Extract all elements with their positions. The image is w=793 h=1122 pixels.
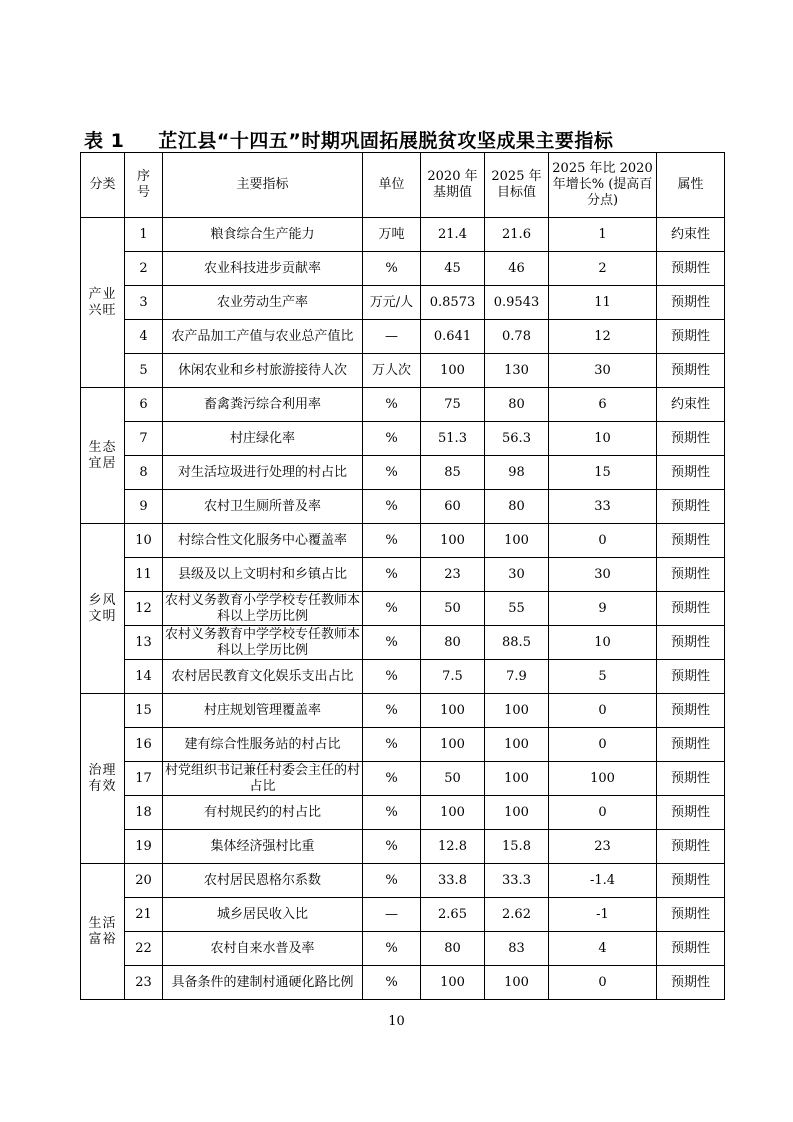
indicator-cell: 农村卫生厕所普及率 — [163, 490, 363, 524]
seq-cell: 19 — [125, 830, 163, 864]
growth-cell: 4 — [549, 932, 657, 966]
base-cell: 75 — [421, 388, 485, 422]
target-cell: 130 — [485, 354, 549, 388]
table-row — [81, 286, 725, 320]
attr-cell: 预期性 — [657, 932, 725, 966]
seq-cell: 9 — [125, 490, 163, 524]
target-cell: 0.9543 — [485, 286, 549, 320]
indicator-cell: 村党组织书记兼任村委会主任的村占比 — [163, 762, 363, 796]
indicator-cell: 农村义务教育小学学校专任教师本科以上学历比例 — [163, 592, 363, 626]
seq-cell: 12 — [125, 592, 163, 626]
growth-cell: 1 — [549, 218, 657, 252]
base-cell: 7.5 — [421, 660, 485, 694]
indicator-cell: 畜禽粪污综合利用率 — [163, 388, 363, 422]
unit-cell: % — [363, 592, 421, 626]
base-cell: 60 — [421, 490, 485, 524]
table-row — [81, 422, 725, 456]
indicator-cell: 农村自来水普及率 — [163, 932, 363, 966]
target-cell: 30 — [485, 558, 549, 592]
base-cell: 21.4 — [421, 218, 485, 252]
indicator-cell: 农业劳动生产率 — [163, 286, 363, 320]
seq-cell: 4 — [125, 320, 163, 354]
growth-cell: 0 — [549, 728, 657, 762]
unit-cell: % — [363, 660, 421, 694]
base-cell: 100 — [421, 354, 485, 388]
table-row — [81, 660, 725, 694]
header-target: 2025 年目标值 — [485, 153, 549, 218]
base-cell: 85 — [421, 456, 485, 490]
seq-cell: 1 — [125, 218, 163, 252]
indicator-cell: 农产品加工产值与农业总产值比 — [163, 320, 363, 354]
unit-cell: % — [363, 830, 421, 864]
growth-cell: 2 — [549, 252, 657, 286]
category-cell: 生态宜居 — [81, 388, 125, 524]
category-cell: 生活富裕 — [81, 864, 125, 1000]
page-number: 10 — [388, 1014, 405, 1029]
attr-cell: 预期性 — [657, 660, 725, 694]
header-category: 分类 — [81, 153, 125, 218]
seq-cell: 23 — [125, 966, 163, 1000]
base-cell: 80 — [421, 626, 485, 660]
seq-cell: 6 — [125, 388, 163, 422]
header-growth: 2025 年比 2020 年增长% (提高百分点) — [549, 153, 657, 218]
attr-cell: 预期性 — [657, 252, 725, 286]
unit-cell: % — [363, 388, 421, 422]
attr-cell: 约束性 — [657, 218, 725, 252]
table-row — [81, 932, 725, 966]
table-row — [81, 558, 725, 592]
unit-cell: % — [363, 728, 421, 762]
header-base: 2020 年基期值 — [421, 153, 485, 218]
indicator-cell: 村庄规划管理覆盖率 — [163, 694, 363, 728]
attr-cell: 预期性 — [657, 286, 725, 320]
growth-cell: 12 — [549, 320, 657, 354]
attr-cell: 预期性 — [657, 694, 725, 728]
table-row — [81, 864, 725, 898]
attr-cell: 预期性 — [657, 966, 725, 1000]
base-cell: 0.641 — [421, 320, 485, 354]
indicator-cell: 县级及以上文明村和乡镇占比 — [163, 558, 363, 592]
growth-cell: 9 — [549, 592, 657, 626]
seq-cell: 15 — [125, 694, 163, 728]
target-cell: 80 — [485, 490, 549, 524]
unit-cell: % — [363, 626, 421, 660]
base-cell: 50 — [421, 592, 485, 626]
growth-cell: -1.4 — [549, 864, 657, 898]
seq-cell: 10 — [125, 524, 163, 558]
indicator-cell: 具备条件的建制村通硬化路比例 — [163, 966, 363, 1000]
growth-cell: -1 — [549, 898, 657, 932]
indicator-cell: 村综合性文化服务中心覆盖率 — [163, 524, 363, 558]
attr-cell: 预期性 — [657, 898, 725, 932]
attr-cell: 预期性 — [657, 558, 725, 592]
base-cell: 51.3 — [421, 422, 485, 456]
table-row — [81, 354, 725, 388]
base-cell: 100 — [421, 966, 485, 1000]
table-title — [84, 126, 724, 153]
attr-cell: 预期性 — [657, 762, 725, 796]
table-row — [81, 694, 725, 728]
table-row — [81, 728, 725, 762]
unit-cell: % — [363, 932, 421, 966]
unit-cell: 万人次 — [363, 354, 421, 388]
target-cell: 80 — [485, 388, 549, 422]
attr-cell: 预期性 — [657, 354, 725, 388]
growth-cell: 15 — [549, 456, 657, 490]
table-row — [81, 218, 725, 252]
unit-cell: % — [363, 966, 421, 1000]
seq-cell: 3 — [125, 286, 163, 320]
base-cell: 100 — [421, 796, 485, 830]
table-row — [81, 966, 725, 1000]
unit-cell: % — [363, 422, 421, 456]
seq-cell: 18 — [125, 796, 163, 830]
table-title-text: 芷江县“十四五”时期巩固拓展脱贫攻坚成果主要指标 — [158, 130, 614, 152]
seq-cell: 5 — [125, 354, 163, 388]
base-cell: 0.8573 — [421, 286, 485, 320]
header-unit: 单位 — [363, 153, 421, 218]
table-number: 表 1 — [84, 130, 125, 152]
growth-cell: 10 — [549, 626, 657, 660]
target-cell: 55 — [485, 592, 549, 626]
base-cell: 45 — [421, 252, 485, 286]
seq-cell: 13 — [125, 626, 163, 660]
unit-cell: % — [363, 694, 421, 728]
seq-cell: 14 — [125, 660, 163, 694]
target-cell: 88.5 — [485, 626, 549, 660]
growth-cell: 6 — [549, 388, 657, 422]
base-cell: 12.8 — [421, 830, 485, 864]
unit-cell: 万吨 — [363, 218, 421, 252]
attr-cell: 预期性 — [657, 626, 725, 660]
target-cell: 83 — [485, 932, 549, 966]
seq-cell: 16 — [125, 728, 163, 762]
table-row — [81, 762, 725, 796]
indicator-cell: 建有综合性服务站的村占比 — [163, 728, 363, 762]
indicator-cell: 有村规民约的村占比 — [163, 796, 363, 830]
growth-cell: 0 — [549, 966, 657, 1000]
base-cell: 100 — [421, 524, 485, 558]
header-seq: 序号 — [125, 153, 163, 218]
table-row — [81, 456, 725, 490]
indicator-cell: 粮食综合生产能力 — [163, 218, 363, 252]
category-cell: 产业兴旺 — [81, 218, 125, 388]
base-cell: 33.8 — [421, 864, 485, 898]
unit-cell: % — [363, 762, 421, 796]
indicator-cell: 农村义务教育中学学校专任教师本科以上学历比例 — [163, 626, 363, 660]
growth-cell: 5 — [549, 660, 657, 694]
indicator-cell: 村庄绿化率 — [163, 422, 363, 456]
category-cell: 治理有效 — [81, 694, 125, 864]
indicator-cell: 集体经济强村比重 — [163, 830, 363, 864]
target-cell: 7.9 — [485, 660, 549, 694]
indicator-cell: 农村居民恩格尔系数 — [163, 864, 363, 898]
indicator-cell: 农村居民教育文化娱乐支出占比 — [163, 660, 363, 694]
seq-cell: 20 — [125, 864, 163, 898]
growth-cell: 30 — [549, 354, 657, 388]
table-row — [81, 252, 725, 286]
target-cell: 56.3 — [485, 422, 549, 456]
target-cell: 98 — [485, 456, 549, 490]
attr-cell: 预期性 — [657, 422, 725, 456]
growth-cell: 33 — [549, 490, 657, 524]
attr-cell: 预期性 — [657, 456, 725, 490]
unit-cell: % — [363, 456, 421, 490]
target-cell: 33.3 — [485, 864, 549, 898]
attr-cell: 预期性 — [657, 796, 725, 830]
table-row — [81, 490, 725, 524]
base-cell: 100 — [421, 694, 485, 728]
target-cell: 46 — [485, 252, 549, 286]
seq-cell: 21 — [125, 898, 163, 932]
growth-cell: 30 — [549, 558, 657, 592]
indicator-cell: 对生活垃圾进行处理的村占比 — [163, 456, 363, 490]
unit-cell: % — [363, 558, 421, 592]
target-cell: 15.8 — [485, 830, 549, 864]
base-cell: 50 — [421, 762, 485, 796]
base-cell: 2.65 — [421, 898, 485, 932]
unit-cell: % — [363, 864, 421, 898]
attr-cell: 预期性 — [657, 864, 725, 898]
attr-cell: 预期性 — [657, 592, 725, 626]
attr-cell: 预期性 — [657, 320, 725, 354]
seq-cell: 8 — [125, 456, 163, 490]
unit-cell: — — [363, 320, 421, 354]
target-cell: 21.6 — [485, 218, 549, 252]
unit-cell: % — [363, 490, 421, 524]
unit-cell: 万元/人 — [363, 286, 421, 320]
table-row — [81, 524, 725, 558]
seq-cell: 2 — [125, 252, 163, 286]
growth-cell: 11 — [549, 286, 657, 320]
header-attr: 属性 — [657, 153, 725, 218]
attr-cell: 约束性 — [657, 388, 725, 422]
base-cell: 23 — [421, 558, 485, 592]
header-row — [81, 153, 725, 218]
seq-cell: 22 — [125, 932, 163, 966]
table-row — [81, 320, 725, 354]
growth-cell: 0 — [549, 694, 657, 728]
attr-cell: 预期性 — [657, 524, 725, 558]
target-cell: 100 — [485, 728, 549, 762]
target-cell: 2.62 — [485, 898, 549, 932]
growth-cell: 10 — [549, 422, 657, 456]
unit-cell: % — [363, 524, 421, 558]
unit-cell: % — [363, 796, 421, 830]
table-row — [81, 830, 725, 864]
seq-cell: 17 — [125, 762, 163, 796]
growth-cell: 0 — [549, 524, 657, 558]
table-row — [81, 626, 725, 660]
attr-cell: 预期性 — [657, 830, 725, 864]
attr-cell: 预期性 — [657, 490, 725, 524]
table-row — [81, 388, 725, 422]
growth-cell: 0 — [549, 796, 657, 830]
indicator-cell: 休闲农业和乡村旅游接待人次 — [163, 354, 363, 388]
base-cell: 80 — [421, 932, 485, 966]
indicator-cell: 农业科技进步贡献率 — [163, 252, 363, 286]
base-cell: 100 — [421, 728, 485, 762]
category-cell: 乡风文明 — [81, 524, 125, 694]
growth-cell: 23 — [549, 830, 657, 864]
header-indicator: 主要指标 — [163, 153, 363, 218]
target-cell: 100 — [485, 796, 549, 830]
seq-cell: 7 — [125, 422, 163, 456]
target-cell: 100 — [485, 762, 549, 796]
indicator-cell: 城乡居民收入比 — [163, 898, 363, 932]
unit-cell: — — [363, 898, 421, 932]
target-cell: 100 — [485, 524, 549, 558]
table-row — [81, 796, 725, 830]
growth-cell: 100 — [549, 762, 657, 796]
indicators-table — [80, 152, 725, 1000]
attr-cell: 预期性 — [657, 728, 725, 762]
unit-cell: % — [363, 252, 421, 286]
seq-cell: 11 — [125, 558, 163, 592]
target-cell: 100 — [485, 966, 549, 1000]
target-cell: 0.78 — [485, 320, 549, 354]
table-row — [81, 898, 725, 932]
table-row — [81, 592, 725, 626]
target-cell: 100 — [485, 694, 549, 728]
